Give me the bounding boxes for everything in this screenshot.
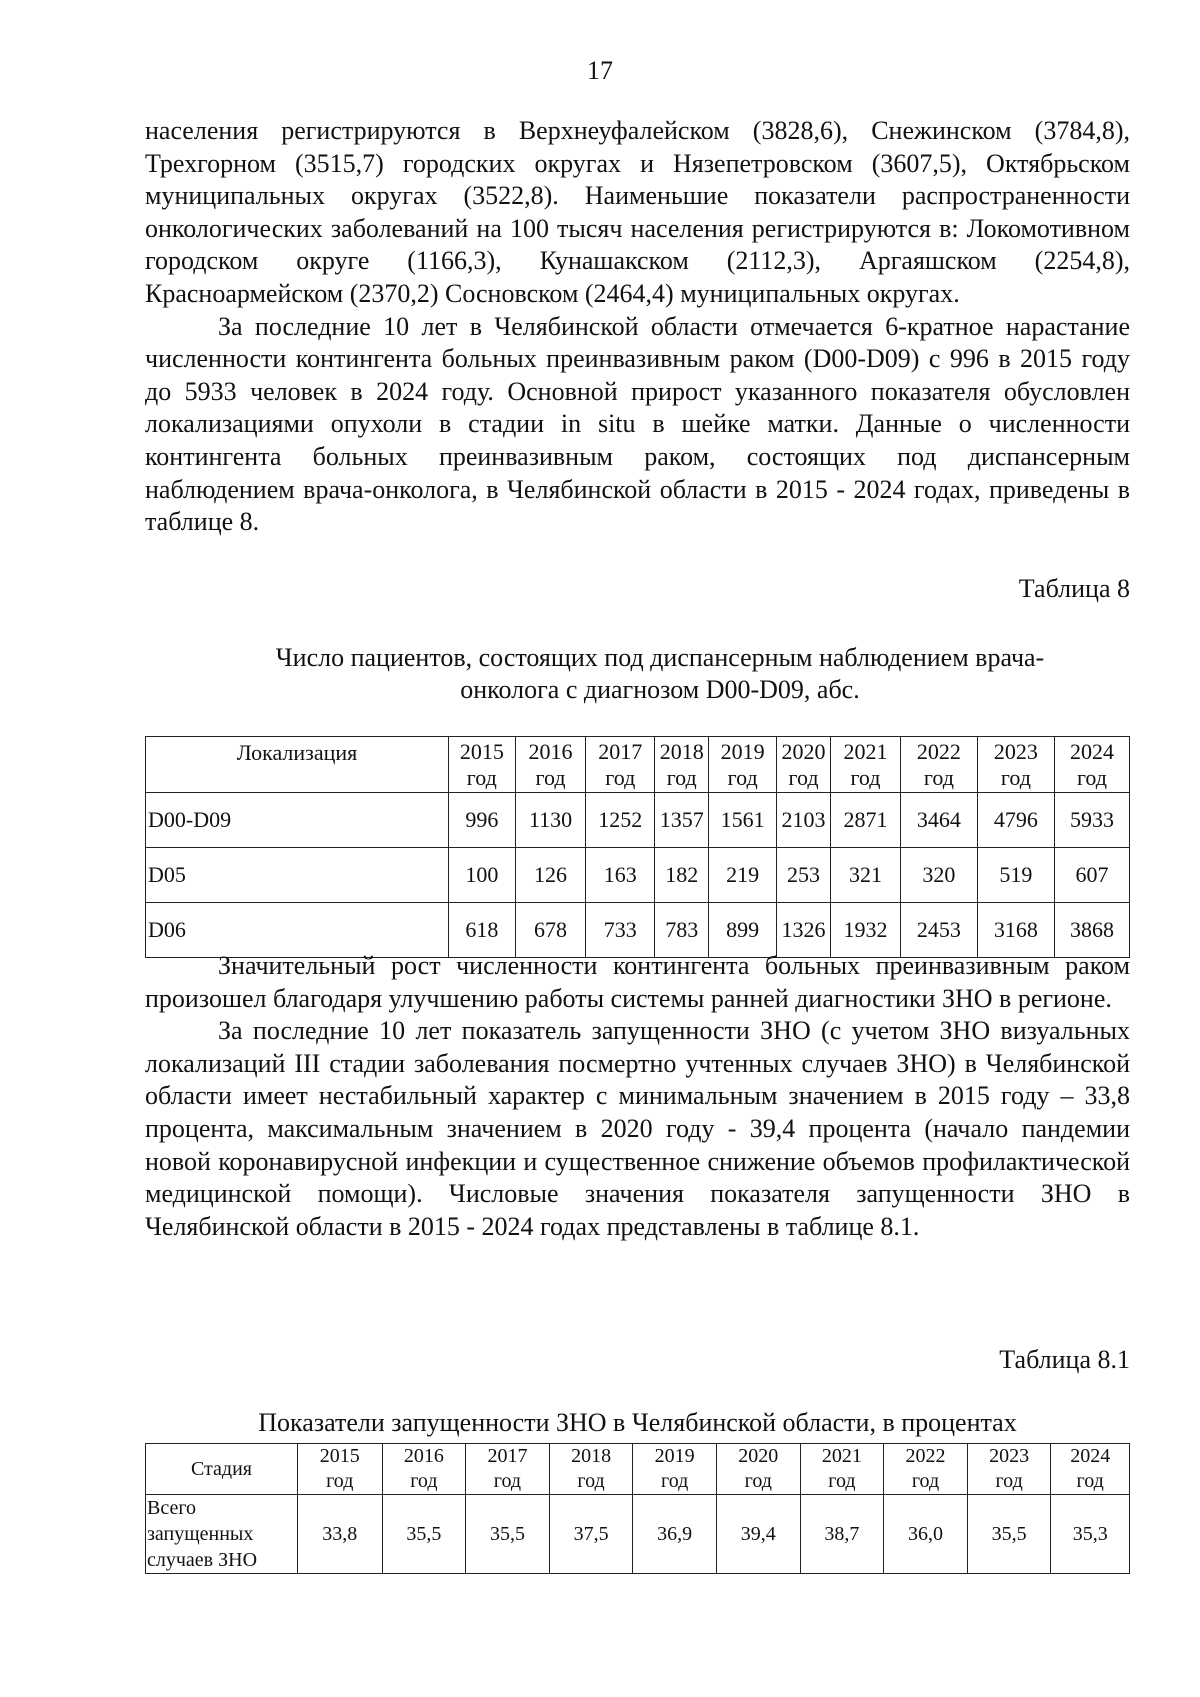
table-8-cell: 4796 <box>977 793 1054 848</box>
table-8-cell: 618 <box>449 903 516 958</box>
table-8 <box>145 736 1130 958</box>
table-8-cell: 253 <box>776 848 830 903</box>
table-8-1-header-year: 2024 год <box>1051 1444 1130 1495</box>
text-block-top <box>145 115 1130 539</box>
table-8-cell: 1561 <box>709 793 777 848</box>
table-8-header-year: 2024 год <box>1054 737 1129 793</box>
table-8-cell: 126 <box>515 848 586 903</box>
table-8-cell: 321 <box>831 848 901 903</box>
paragraph-prevalence: населения регистрируются в Верхнеуфалейском (3828,6), Снежинском (3784,8), Трехгорном (3515,7) городских округах и Нязепетровском (3607,5), Октябрьском муниципальных округах (3522,8). Наименьшие показатели распространенности онкологических заболеваний на 100 тысяч населения регистрируются в: Локомотивном городском округе (1166,3), Кунашакском (2112,3), Аргаяшском (2254,8), Красноармейском (2370,2) Сосновском (2464,4) муниципальных округах. <box>145 116 1130 308</box>
table-8-1-header-year: 2019 год <box>633 1444 717 1495</box>
table-8-1-label: Таблица 8.1 <box>999 1345 1130 1374</box>
table-8-cell: 1252 <box>586 793 655 848</box>
table-8-cell: 2103 <box>776 793 830 848</box>
table-8-cell: 607 <box>1054 848 1129 903</box>
table-8-cell: 5933 <box>1054 793 1129 848</box>
table-8-cell: 519 <box>977 848 1054 903</box>
table-8-label: Таблица 8 <box>1018 574 1130 603</box>
table-8-header-year: 2020 год <box>776 737 830 793</box>
table-8-cell: 1357 <box>655 793 709 848</box>
table-8-caption-line2: онколога с диагнозом D00-D09, абс. <box>460 675 860 704</box>
table-8-cell: 219 <box>709 848 777 903</box>
table-8-row <box>146 848 1130 903</box>
table-8-cell: 1326 <box>776 903 830 958</box>
table-8-1-cell: 35,3 <box>1051 1495 1130 1574</box>
table-8-cell: 2453 <box>900 903 977 958</box>
table-8-1-row-label: Всего запущенных случаев ЗНО <box>146 1495 298 1574</box>
table-8-1-row <box>146 1495 1130 1574</box>
table-8-header-year: 2018 год <box>655 737 709 793</box>
table-8-1-cell: 37,5 <box>549 1495 633 1574</box>
table-8-cell: 996 <box>449 793 516 848</box>
table-8-1-header-year: 2023 год <box>967 1444 1051 1495</box>
table-8-header-localization: Локализация <box>146 737 449 793</box>
table-8-1-header-year: 2018 год <box>549 1444 633 1495</box>
table-8-cell: 3464 <box>900 793 977 848</box>
table-8-cell: 3868 <box>1054 903 1129 958</box>
table-8-1-cell: 35,5 <box>967 1495 1051 1574</box>
table-8-1-cell: 36,0 <box>884 1495 968 1574</box>
table-8-1-header-year: 2022 год <box>884 1444 968 1495</box>
table-8-1-header-row <box>146 1444 1130 1495</box>
paragraph-preinvasive: За последние 10 лет в Челябинской области отмечается 6-кратное нарастание численности контингента больных преинвазивным раком (D00-D09) с 996 в 2015 году до 5933 человек в 2024 году. Основной прирост указанного показателя обусловлен локализациями опухоли в стадии in situ в шейке матки. Данные о численности контингента больных преинвазивным раком, состоящих под диспансерным наблюдением врача-онколога, в Челябинской области в 2015 - 2024 годах, приведены в таблице 8. <box>145 311 1130 537</box>
table-8-1-cell: 39,4 <box>716 1495 800 1574</box>
table-8-1-header-stage: Стадия <box>146 1444 298 1495</box>
table-8-1-cell: 36,9 <box>633 1495 717 1574</box>
table-8-caption <box>200 642 1120 706</box>
table-8-cell: 100 <box>449 848 516 903</box>
table-8-1-cell: 35,5 <box>382 1495 466 1574</box>
paragraph-growth: Значительный рост численности контингента больных преинвазивным раком произошел благодаря улучшению работы системы ранней диагностики ЗНО в регионе. <box>145 951 1130 1013</box>
page-number: 17 <box>587 56 613 85</box>
table-8-row-label: D06 <box>146 903 449 958</box>
table-8-caption-line1: Число пациентов, состоящих под диспансерным наблюдением врача- <box>275 643 1045 672</box>
table-8-header-year: 2017 год <box>586 737 655 793</box>
table-8-cell: 899 <box>709 903 777 958</box>
table-8-header-year: 2015 год <box>449 737 516 793</box>
table-8-1-caption: Показатели запущенности ЗНО в Челябинской области, в процентах <box>258 1408 1017 1437</box>
table-8-cell: 733 <box>586 903 655 958</box>
table-8-row <box>146 793 1130 848</box>
table-8-row-label: D00-D09 <box>146 793 449 848</box>
text-block-middle <box>145 950 1130 1243</box>
table-8-cell: 163 <box>586 848 655 903</box>
table-8-cell: 678 <box>515 903 586 958</box>
table-8-cell: 1130 <box>515 793 586 848</box>
table-8-cell: 182 <box>655 848 709 903</box>
table-8-header-year: 2016 год <box>515 737 586 793</box>
table-8-1-header-year: 2021 год <box>800 1444 884 1495</box>
table-8-cell: 3168 <box>977 903 1054 958</box>
table-8-cell: 783 <box>655 903 709 958</box>
table-8-1-header-year: 2017 год <box>466 1444 550 1495</box>
table-8-header-year: 2021 год <box>831 737 901 793</box>
table-8-1-header-year: 2016 год <box>382 1444 466 1495</box>
table-8-1-header-year: 2015 год <box>297 1444 382 1495</box>
table-8-header-year: 2022 год <box>900 737 977 793</box>
table-8-1-cell: 35,5 <box>466 1495 550 1574</box>
paragraph-neglect: За последние 10 лет показатель запущенности ЗНО (с учетом ЗНО визуальных локализаций III стадии заболевания посмертно учтенных случаев ЗНО) в Челябинской области имеет нестабильный характер с минимальным значением в 2015 году – 33,8 процента, максимальным значением в 2020 году - 39,4 процента (начало пандемии новой коронавирусной инфекции и существенное снижение объемов профилактической медицинской помощи). Числовые значения показателя запущенности ЗНО в Челябинской области в 2015 - 2024 годах представлены в таблице 8.1. <box>145 1016 1130 1241</box>
table-8-1-cell: 38,7 <box>800 1495 884 1574</box>
table-8-cell: 2871 <box>831 793 901 848</box>
table-8-1-cell: 33,8 <box>297 1495 382 1574</box>
table-8-1-header-year: 2020 год <box>716 1444 800 1495</box>
table-8-cell: 1932 <box>831 903 901 958</box>
table-8-header-year: 2019 год <box>709 737 777 793</box>
table-8-cell: 320 <box>900 848 977 903</box>
table-8-1 <box>145 1443 1130 1574</box>
table-8-header-row <box>146 737 1130 793</box>
table-8-header-year: 2023 год <box>977 737 1054 793</box>
table-8-row-label: D05 <box>146 848 449 903</box>
